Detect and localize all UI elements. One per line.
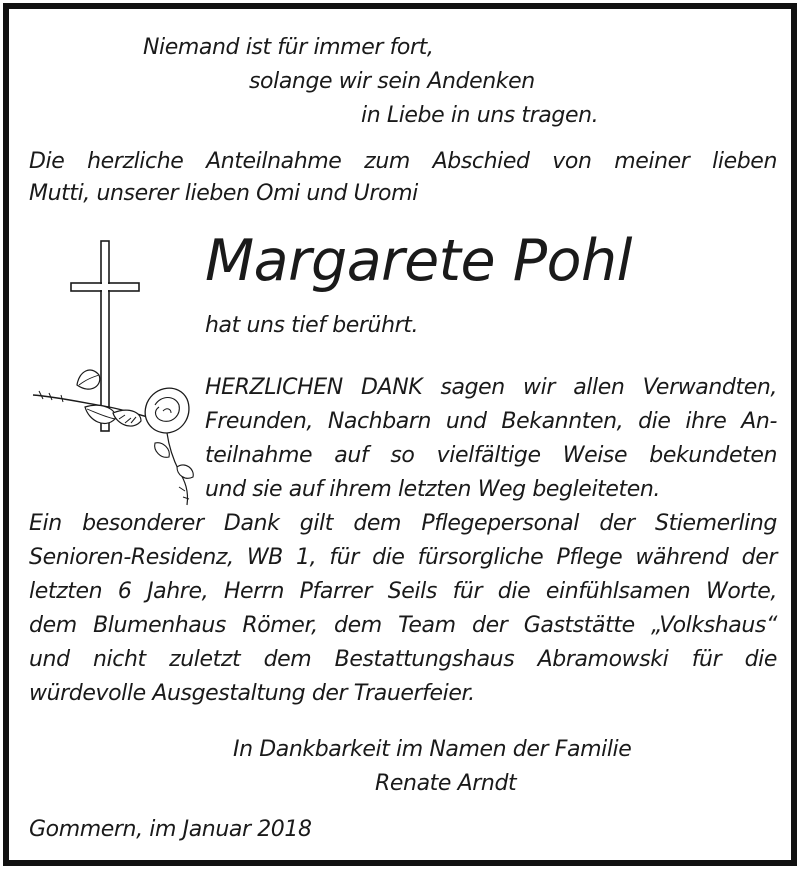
deceased-name: Margarete Pohl bbox=[205, 228, 632, 294]
special-line-6: würdevolle Ausgestaltung der Trauerfeier. bbox=[29, 681, 475, 706]
intro-line-2: Mutti, unserer lieben Omi und Uromi bbox=[29, 181, 418, 206]
special-line-1: Ein besonderer Dank gilt dem Pflegepersonal der Stiemerling bbox=[29, 511, 777, 536]
motto-line-1: Niemand ist für immer fort, bbox=[143, 35, 434, 60]
touched-line: hat uns tief berührt. bbox=[205, 313, 419, 338]
place-date: Gommern, im Januar 2018 bbox=[29, 817, 312, 842]
special-line-2: Senioren-Residenz, WB 1, für die fürsorgliche Pflege während der bbox=[29, 545, 777, 570]
obituary-notice bbox=[3, 3, 797, 866]
special-line-3: letzten 6 Jahre, Herrn Pfarrer Seils für die einfühlsamen Worte, bbox=[29, 579, 777, 604]
thanks-line-2: Freunden, Nachbarn und Bekannten, die ihre An- bbox=[205, 409, 777, 434]
thanks-line-4: und sie auf ihrem letzten Weg begleiteten. bbox=[205, 477, 661, 502]
thanks-line-3: teilnahme auf so vielfältige Weise bekundeten bbox=[205, 443, 777, 468]
intro-line-1: Die herzliche Anteilnahme zum Abschied von meiner lieben bbox=[29, 149, 777, 174]
special-line-5: und nicht zuletzt dem Bestattungshaus Abramowski für die bbox=[29, 647, 777, 672]
thanks-line-1: HERZLICHEN DANK sagen wir allen Verwandten, bbox=[205, 375, 777, 400]
cross-with-rose-icon bbox=[29, 235, 205, 513]
motto-line-3: in Liebe in uns tragen. bbox=[361, 103, 599, 128]
motto-line-2: solange wir sein Andenken bbox=[249, 69, 535, 94]
signature-name: Renate Arndt bbox=[375, 771, 517, 796]
signature-line-1: In Dankbarkeit im Namen der Familie bbox=[233, 737, 632, 762]
special-line-4: dem Blumenhaus Römer, dem Team der Gaststätte „Volkshaus“ bbox=[29, 613, 777, 638]
